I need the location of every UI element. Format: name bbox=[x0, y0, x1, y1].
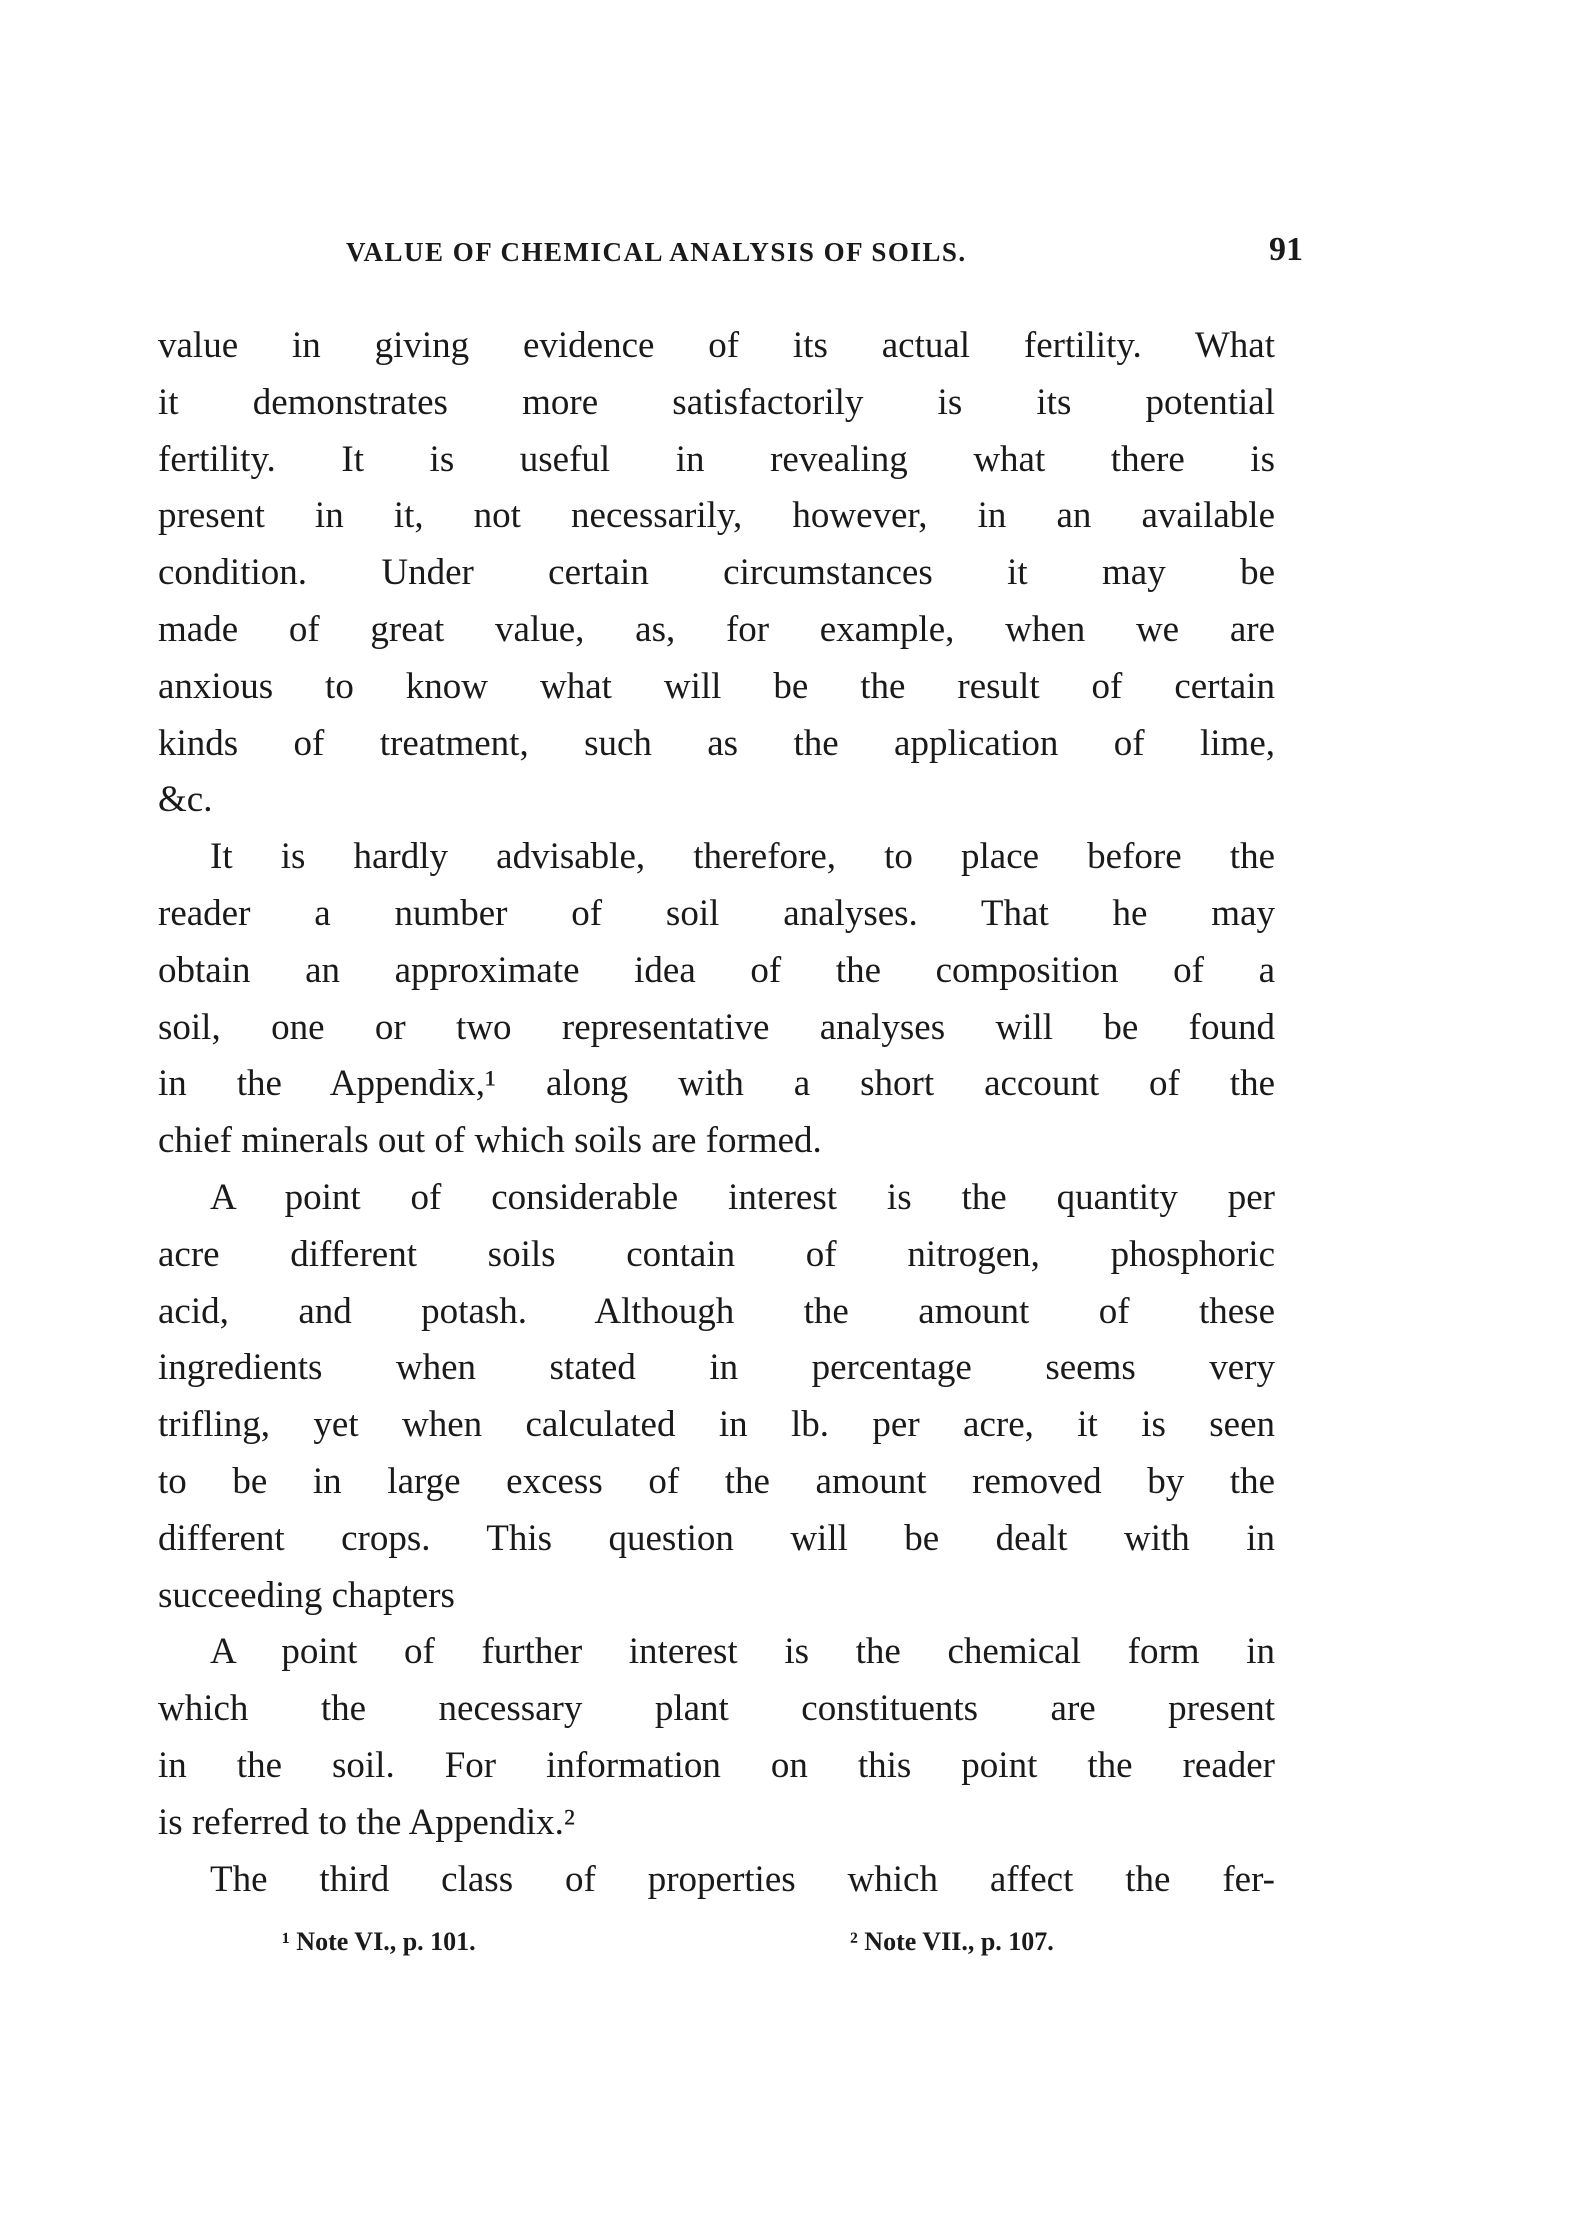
text-line: value in giving evidence of its actual fertility. What bbox=[158, 325, 1275, 366]
text-line: It is hardly advisable, therefore, to place before the bbox=[210, 836, 1275, 878]
text-line: acid, and potash. Although the amount of these bbox=[158, 1290, 1275, 1332]
text-line: is referred to the Appendix.² bbox=[158, 1801, 575, 1843]
text-line: soil, one or two representative analyses will be found bbox=[158, 1006, 1275, 1048]
text-line: The third class of properties which affect the fer- bbox=[210, 1858, 1275, 1900]
text-line: A point of considerable interest is the quantity per bbox=[210, 1176, 1275, 1218]
text-line: ingredients when stated in percentage seems very bbox=[158, 1347, 1275, 1389]
text-line: succeeding chapters bbox=[158, 1574, 455, 1616]
running-title: VALUE OF CHEMICAL ANALYSIS OF SOILS. bbox=[346, 237, 967, 267]
text-line: A point of further interest is the chemical form in bbox=[210, 1631, 1275, 1673]
paragraph bbox=[158, 1852, 1275, 1909]
paragraph bbox=[158, 318, 1275, 829]
text-line: condition. Under certain circumstances it may be bbox=[158, 552, 1275, 594]
text-line: anxious to know what will be the result of certain bbox=[158, 665, 1275, 707]
text-line: made of great value, as, for example, when we are bbox=[158, 608, 1275, 650]
text-line: different crops. This question will be dealt with in bbox=[158, 1517, 1275, 1559]
text-line: present in it, not necessarily, however, in an available bbox=[158, 495, 1275, 537]
body-text bbox=[158, 318, 1275, 1908]
text-line: in the Appendix,¹ along with a short account of the bbox=[158, 1063, 1275, 1105]
text-line: in the soil. For information on this point the reader bbox=[158, 1744, 1275, 1786]
text-line: to be in large excess of the amount removed by the bbox=[158, 1460, 1275, 1502]
text-line: trifling, yet when calculated in lb. per acre, it is seen bbox=[158, 1404, 1275, 1446]
footnote-1: ¹ Note VI., p. 101. bbox=[282, 1927, 476, 1956]
text-line: kinds of treatment, such as the application of lime, bbox=[158, 722, 1275, 764]
text-line: it demonstrates more satisfactorily is its potential bbox=[158, 381, 1275, 423]
text-line: which the necessary plant constituents are present bbox=[158, 1688, 1275, 1730]
footnote-2: ² Note VII., p. 107. bbox=[850, 1927, 1054, 1956]
running-header bbox=[346, 232, 1303, 272]
text-line: acre different soils contain of nitrogen, phosphoric bbox=[158, 1233, 1275, 1275]
text-line: &c. bbox=[158, 779, 213, 821]
paragraph bbox=[158, 1624, 1275, 1851]
page-number: 91 bbox=[1269, 231, 1303, 268]
text-line: obtain an approximate idea of the composition of a bbox=[158, 949, 1275, 991]
text-line: fertility. It is useful in revealing what there is bbox=[158, 438, 1275, 480]
paragraph bbox=[158, 829, 1275, 1170]
paragraph bbox=[158, 1170, 1275, 1624]
text-line: chief minerals out of which soils are formed. bbox=[158, 1120, 822, 1162]
text-line: reader a number of soil analyses. That he may bbox=[158, 892, 1275, 934]
